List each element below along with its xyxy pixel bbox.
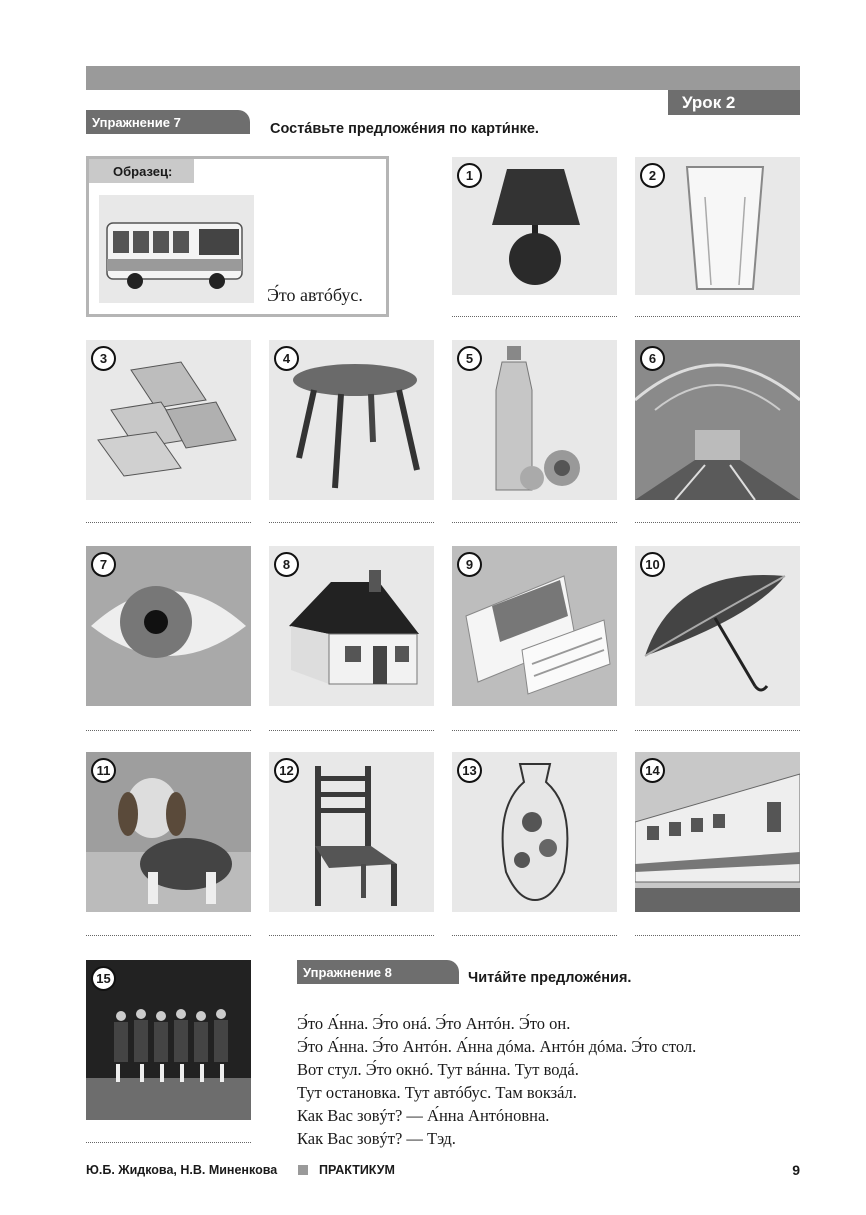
sample-label: Образец: xyxy=(89,159,194,183)
item-number: 1 xyxy=(457,163,482,188)
answer-line xyxy=(86,935,251,936)
answer-line xyxy=(452,730,617,731)
item-number: 10 xyxy=(640,552,665,577)
footer-authors: Ю.Б. Жидкова, Н.В. Миненкова xyxy=(86,1163,278,1177)
picture-15-team xyxy=(86,960,251,1120)
reading-line: Как Вас зовýт? — А́нна Антóновна. xyxy=(297,1106,550,1125)
answer-line xyxy=(635,316,800,317)
reading-line: Как Вас зовýт? — Тэд. xyxy=(297,1129,456,1148)
answer-line xyxy=(452,316,617,317)
item-number: 12 xyxy=(274,758,299,783)
picture-13-vase xyxy=(452,752,617,912)
picture-9-calendar xyxy=(452,546,617,706)
answer-line xyxy=(635,935,800,936)
item-number: 2 xyxy=(640,163,665,188)
reading-text xyxy=(297,1012,696,1150)
reading-line: Тут остановка. Тут автóбус. Там вокзáл. xyxy=(297,1083,577,1102)
item-number: 7 xyxy=(91,552,116,577)
lesson-label: Урок 2 xyxy=(668,90,800,115)
answer-line xyxy=(635,730,800,731)
reading-line: Э́то А́нна. Э́то онá. Э́то Антóн. Э́то он. xyxy=(297,1014,571,1033)
answer-line xyxy=(269,935,434,936)
item-number: 4 xyxy=(274,346,299,371)
exercise-8-label: Упражнение 8 xyxy=(297,960,459,984)
picture-14-train xyxy=(635,752,800,912)
item-number: 6 xyxy=(640,346,665,371)
square-icon xyxy=(298,1165,308,1175)
picture-7-eye xyxy=(86,546,251,706)
item-number: 13 xyxy=(457,758,482,783)
item-number: 11 xyxy=(91,758,116,783)
answer-line xyxy=(269,730,434,731)
picture-2-glass xyxy=(635,157,800,295)
sample-box xyxy=(86,156,389,317)
footer-book-title: ПРАКТИКУМ xyxy=(319,1163,395,1177)
item-number: 3 xyxy=(91,346,116,371)
reading-line: Э́то А́нна. Э́то Антóн. А́нна дóма. Антóн дóма. Э́то стол. xyxy=(297,1037,697,1056)
answer-line xyxy=(86,730,251,731)
item-number: 14 xyxy=(640,758,665,783)
answer-line xyxy=(86,522,251,523)
exercise-7-instruction: Состáвьте предложéния по карти́нке. xyxy=(270,121,539,137)
exercise-8-instruction: Читáйте предложéния. xyxy=(468,970,632,986)
picture-4-stool xyxy=(269,340,434,500)
answer-line xyxy=(86,1142,251,1143)
picture-12-chair xyxy=(269,752,434,912)
answer-line xyxy=(635,522,800,523)
sample-sentence: Э́то автóбус. xyxy=(267,285,363,305)
bus-image xyxy=(99,195,254,303)
picture-1-lamp xyxy=(452,157,617,295)
reading-line: Вот стул. Э́то окнó. Тут вáнна. Тут водá. xyxy=(297,1060,579,1079)
item-number: 15 xyxy=(91,966,116,991)
item-number: 9 xyxy=(457,552,482,577)
answer-line xyxy=(452,522,617,523)
page-number: 9 xyxy=(792,1162,800,1178)
answer-line xyxy=(269,522,434,523)
item-number: 8 xyxy=(274,552,299,577)
picture-6-station xyxy=(635,340,800,500)
item-number: 5 xyxy=(457,346,482,371)
picture-10-umbrella xyxy=(635,546,800,706)
answer-line xyxy=(452,935,617,936)
header-bar xyxy=(86,66,800,90)
picture-8-house xyxy=(269,546,434,706)
picture-5-bottle xyxy=(452,340,617,500)
exercise-7-label: Упражнение 7 xyxy=(86,110,250,134)
picture-3-gold-bars xyxy=(86,340,251,500)
picture-11-puppy xyxy=(86,752,251,912)
